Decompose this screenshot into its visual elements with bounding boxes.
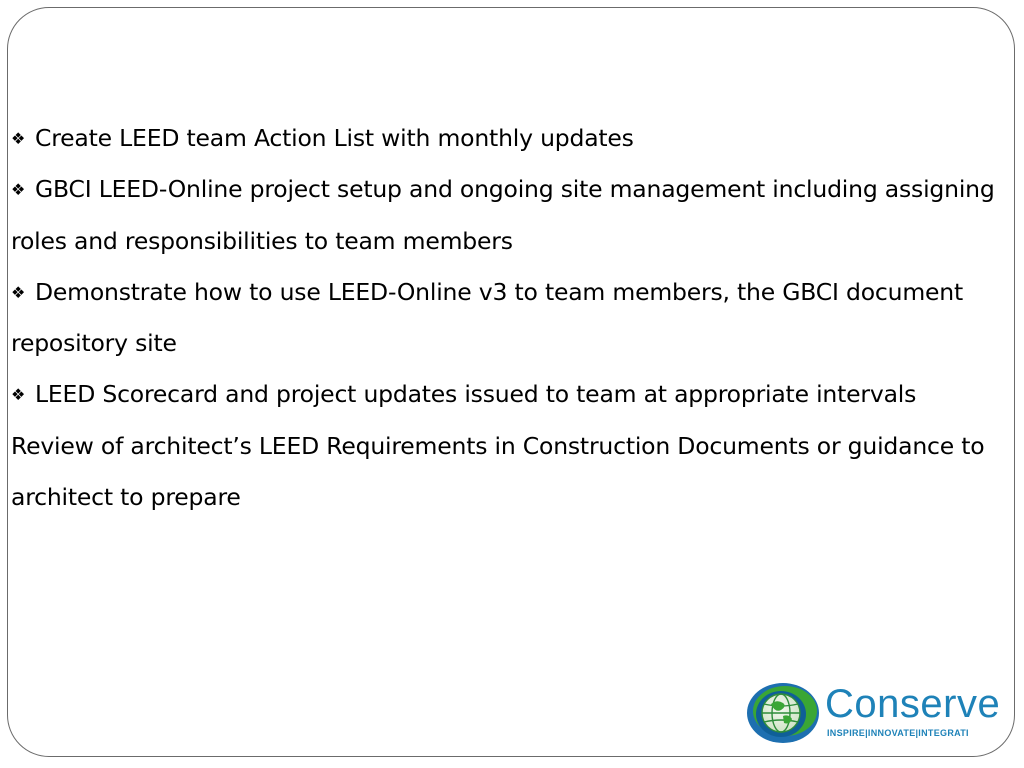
bullet-text: Demonstrate how to use LEED-Online v3 to team members, the GBCI document repository site — [11, 277, 963, 358]
slide-body — [11, 113, 1001, 523]
globe-icon — [745, 682, 821, 744]
brand-name: Conserve — [825, 682, 1001, 726]
diamond-bullet-icon: ❖ — [11, 385, 26, 405]
diamond-bullet-icon: ❖ — [11, 129, 26, 148]
bullet-item-3 — [11, 267, 1001, 370]
body-paragraph-5 — [11, 421, 1001, 524]
diamond-bullet-icon: ❖ — [11, 180, 26, 200]
bullet-text: LEED Scorecard and project updates issued to team at appropriate intervals — [35, 380, 917, 409]
bullet-item-1 — [11, 113, 1001, 164]
bullet-item-2 — [11, 164, 1001, 267]
bullet-item-4 — [11, 369, 1001, 420]
body-text: Review of architect’s LEED Requirements in Construction Documents or guidance to architect to prepare — [11, 431, 985, 512]
bullet-text: GBCI LEED-Online project setup and ongoing site management including assigning roles and responsibilities to team members — [11, 175, 995, 255]
bullet-text: Create LEED team Action List with monthly updates — [35, 124, 634, 152]
brand-tagline: INSPIRE|INNOVATE|INTEGRATI — [827, 728, 969, 738]
conserve-logo — [745, 682, 1001, 744]
diamond-bullet-icon: ❖ — [11, 282, 26, 302]
